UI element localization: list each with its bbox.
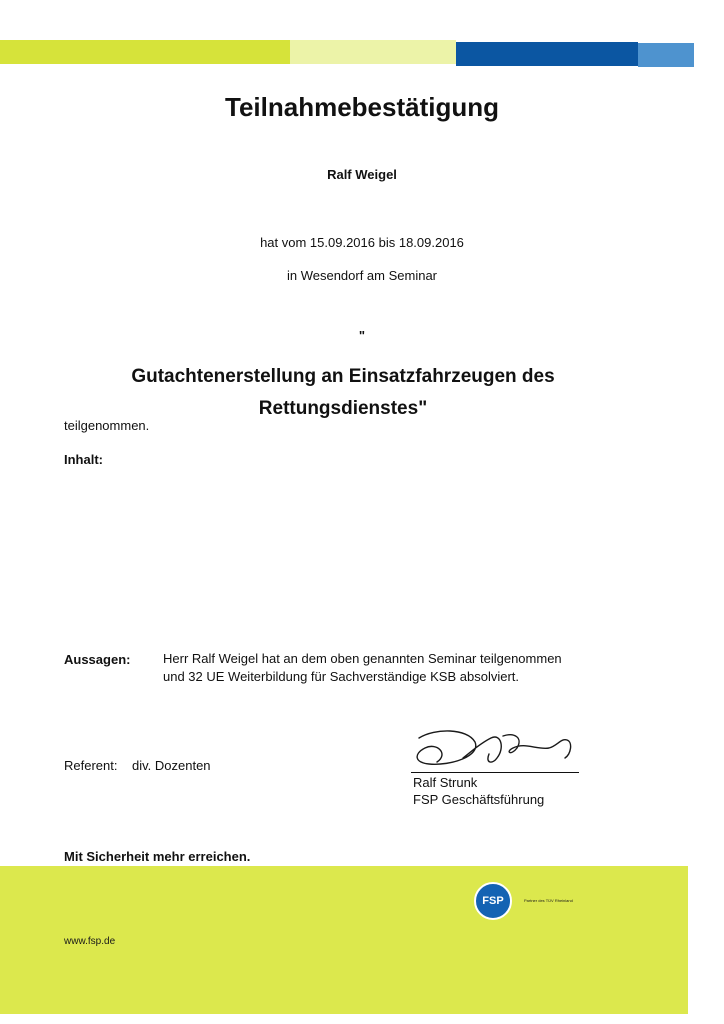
date-line: hat vom 15.09.2016 bis 18.09.2016	[260, 235, 464, 250]
fsp-logo-text: FSP	[482, 895, 504, 907]
certificate-title: Teilnahmebestätigung	[225, 92, 499, 122]
statements-label: Aussagen:	[64, 652, 131, 667]
statements-line-2: und 32 UE Weiterbildung für Sachverständige KSB absolviert.	[163, 669, 520, 684]
signature-line	[411, 772, 579, 773]
seminar-title-line-2: Rettungsdienstes"	[258, 398, 428, 419]
statements-line-1: Herr Ralf Weigel hat an dem oben genannten Seminar teilgenommen	[163, 651, 562, 666]
content-label: Inhalt:	[64, 452, 103, 467]
referent-label: Referent:	[64, 758, 118, 773]
participated-text: teilgenommen.	[64, 418, 150, 433]
footer-website: www.fsp.de	[64, 936, 116, 947]
signatory-role: FSP Geschäftsführung	[413, 792, 545, 807]
top-band-lime	[0, 40, 290, 64]
location-line: in Wesendorf am Seminar	[286, 268, 438, 283]
seminar-title-line-1: Gutachtenerstellung an Einsatzfahrzeugen des	[131, 366, 555, 387]
opening-quote: "	[358, 328, 366, 343]
top-band-pale-lime	[290, 40, 456, 64]
signatory-name: Ralf Strunk	[413, 775, 478, 790]
top-band-dark-blue	[456, 42, 638, 66]
fsp-logo	[474, 882, 512, 920]
top-band-light-blue	[638, 43, 694, 67]
referent-value: div. Dozenten	[132, 758, 211, 773]
partner-text: Partner des TÜV Rheinland	[524, 898, 573, 903]
slogan: Mit Sicherheit mehr erreichen.	[64, 849, 251, 864]
participant-name: Ralf Weigel	[327, 167, 397, 182]
handwritten-signature	[405, 724, 585, 776]
